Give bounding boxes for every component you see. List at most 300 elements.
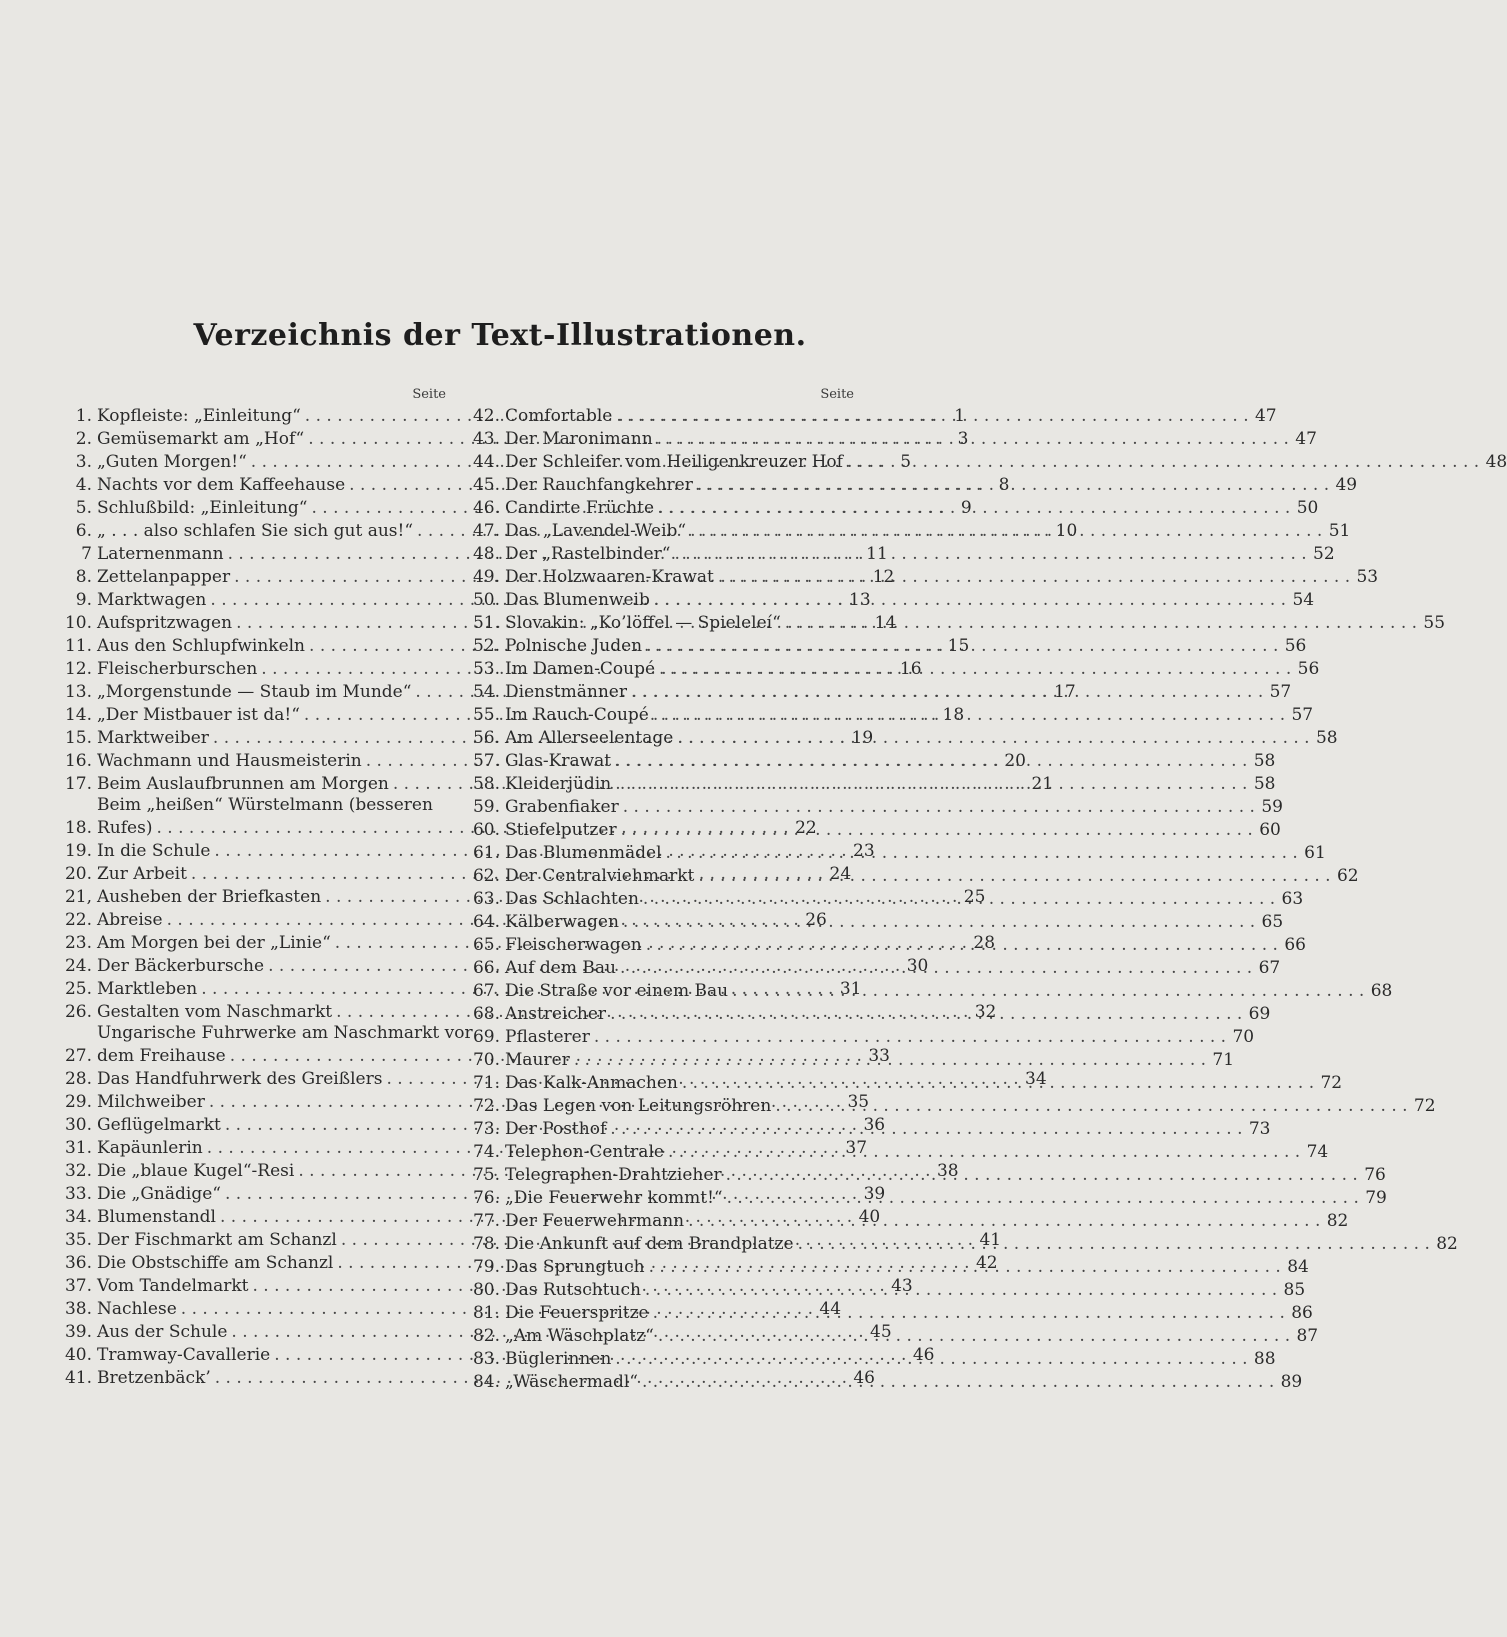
leader-dots (668, 1141, 1300, 1164)
entry-number: 59. (472, 797, 500, 817)
leader-dots (653, 704, 1285, 727)
entry-title: Kapäunlerin (97, 1138, 203, 1158)
entry-page-number: 67 (1258, 958, 1281, 978)
entry-title: Auf dem Bau (505, 958, 616, 978)
entry-page-number: 21 (1031, 774, 1054, 794)
leader-dots (682, 1072, 1314, 1095)
entry-title: Glas-Krawat (505, 751, 612, 771)
entry-page-number: 1 (954, 406, 966, 426)
entry-page-number: 19 (851, 728, 874, 748)
entry-number: 67. (472, 981, 500, 1001)
entry-number: 65. (472, 935, 500, 955)
entry-page-number: 60 (1259, 820, 1281, 840)
entry-title: Beim „heißen“ Würstelmann (besseren (97, 795, 433, 815)
leader-dots (615, 773, 1247, 796)
leader-dots (620, 957, 1252, 980)
entry-number: 6. (75, 521, 92, 541)
entry-number: 2. (75, 429, 92, 449)
entry-number: 26. (64, 1002, 92, 1022)
entry-title: Die Feuerspritze (505, 1303, 649, 1323)
entry-title: Der Posthof (505, 1119, 607, 1139)
entry-title-continued: Rufes) (97, 818, 153, 838)
entry-title: Wachmann und Hausmeisterin (97, 751, 362, 771)
entry-number: 63. (472, 889, 500, 909)
leader-dots (653, 1302, 1285, 1325)
entry-page-number: 68 (1370, 981, 1393, 1001)
leader-dots (727, 1187, 1359, 1210)
entry-page-number: 71 (1212, 1050, 1235, 1070)
leader-dots (645, 1279, 1277, 1302)
leader-dots (732, 980, 1364, 1003)
entry-title: Nachts vor dem Kaffeehause (97, 475, 346, 495)
entry-page-number: 13 (849, 590, 871, 610)
entry-title: Zur Arbeit (97, 864, 187, 884)
entry-page-number: 57 (1291, 705, 1314, 725)
entry-page-number: 46 (912, 1345, 935, 1365)
entry-title: Stiefelputzer (505, 820, 617, 840)
entry-title: Kleiderjüdin (505, 774, 612, 794)
entry-page-number: 54 (1292, 590, 1315, 610)
entry-title: Geflügelmarkt (97, 1115, 221, 1135)
entry-title: Vom Tandelmarkt (97, 1276, 249, 1296)
entry-title: Das Blumenweib (505, 590, 650, 610)
entry-page-number: 32 (974, 1002, 997, 1022)
entry-title: Das Handfuhrwerk des Greißlers (97, 1069, 383, 1089)
entry-page-number: 52 (1313, 544, 1335, 564)
entry-title: Aus den Schlupfwinkeln (97, 636, 306, 656)
entry-number: 78. (472, 1234, 500, 1254)
entry-page-number: 34 (1025, 1069, 1047, 1089)
entry-title: Fleischerwagen (505, 935, 642, 955)
entry-page-number: 56 (1297, 659, 1320, 679)
entry-page-number: 42 (975, 1253, 998, 1273)
entry-number: 55. (472, 705, 500, 725)
entry-page-number: 58 (1315, 728, 1338, 748)
leader-dots (631, 681, 1263, 704)
entry-page-number: 37 (845, 1138, 868, 1158)
entry-title: Ungarische Fuhrwerke am Naschmarkt vor (97, 1023, 473, 1043)
entry-number: 52. (472, 636, 500, 656)
entry-title: Laternenmann (97, 544, 224, 564)
leader-dots (674, 543, 1306, 566)
entry-number: 36. (64, 1253, 92, 1273)
leader-dots (616, 405, 1248, 428)
entry-number: 28. (64, 1069, 92, 1089)
entry-title: Das Blumenmädel (505, 843, 662, 863)
entry-page-number: 8 (998, 475, 1010, 495)
entry-number: 48. (472, 544, 500, 564)
leader-dots (726, 1164, 1358, 1187)
entry-page-number: 73 (1248, 1119, 1271, 1139)
toc-entry (470, 819, 1281, 842)
entry-title: Das Kalk-Anmachen (505, 1073, 678, 1093)
entry-page-number: 72 (1320, 1073, 1343, 1093)
toc-entry (470, 405, 1277, 428)
entry-title: Beim Auslaufbrunnen am Morgen (97, 774, 389, 794)
leader-dots (659, 658, 1291, 681)
entry-number: 31. (64, 1138, 92, 1158)
entry-page-number: 44 (819, 1299, 842, 1319)
entry-title: Kälberwagen (505, 912, 619, 932)
entry-number: 69. (472, 1027, 500, 1047)
leader-dots (657, 428, 1289, 451)
entry-number: 73. (472, 1119, 500, 1139)
entry-page-number: 50 (1296, 498, 1319, 518)
entry-title: Die „blaue Kugel“-Resi (97, 1161, 295, 1181)
leader-dots (621, 819, 1253, 842)
leader-dots (658, 1325, 1290, 1348)
entry-title: Das Schlachten (505, 889, 639, 909)
entry-title: „Wäschermadl“ (505, 1372, 638, 1392)
entry-page-number: 9 (960, 498, 972, 518)
seite-header: Seite (820, 387, 854, 402)
entry-page-number: 58 (1253, 751, 1276, 771)
entry-title: Der Schleifer vom Heiligenkreuzer Hof (505, 452, 843, 472)
entry-number: 17. (64, 774, 92, 794)
entry-title: Telephon-Centrale (505, 1142, 664, 1162)
entry-title: Maurer (505, 1050, 570, 1070)
entry-number: 11. (64, 636, 92, 656)
entry-title: „ . . . also schlafen Sie sich gut aus!“ (97, 521, 414, 541)
entry-number: 24. (64, 956, 92, 976)
entry-page-number: 82 (1436, 1234, 1458, 1254)
entry-number: 16. (64, 751, 92, 771)
entry-number: 35. (64, 1230, 92, 1250)
leader-dots (798, 1233, 1430, 1256)
entry-title: Im Damen-Coupé (505, 659, 656, 679)
entry-number: 82. (472, 1326, 500, 1346)
entry-number: 74. (472, 1142, 500, 1162)
entry-title: Der Maronimann (505, 429, 653, 449)
entry-title-continued: dem Freihause (97, 1046, 226, 1066)
entry-title: Nachlese (97, 1299, 177, 1319)
entry-number: 46. (472, 498, 500, 518)
entry-number: 29. (64, 1092, 92, 1112)
entry-page-number: 3 (957, 429, 969, 449)
entry-page-number: 69 (1248, 1004, 1271, 1024)
entry-page-number: 14 (874, 613, 897, 633)
entry-title: Der Fischmarkt am Schanzl (97, 1230, 337, 1250)
entry-number: 27. (64, 1046, 92, 1066)
entry-number: 77. (472, 1211, 500, 1231)
entry-number: 80. (472, 1280, 500, 1300)
toc-entry (470, 865, 1359, 888)
entry-page-number: 28 (973, 933, 996, 953)
entry-page-number: 63 (1281, 889, 1304, 909)
leader-dots (643, 888, 1275, 911)
entry-title: „Der Mistbauer ist da!“ (97, 705, 300, 725)
leader-dots (658, 497, 1290, 520)
leader-dots (646, 635, 1278, 658)
leader-dots (642, 1371, 1274, 1394)
leader-dots (677, 727, 1309, 750)
entry-number: 1. (75, 406, 92, 426)
entry-title: Das Legen von Leitungsröhren (505, 1096, 772, 1116)
leader-dots (697, 474, 1329, 497)
entry-page-number: 66 (1284, 935, 1306, 955)
entry-title: Tramway-Cavallerie (97, 1345, 271, 1365)
entry-title: Candirte Früchte (505, 498, 655, 518)
entry-title: Ausheben der Briefkasten (97, 887, 322, 907)
entry-title: Comfortable (505, 406, 613, 426)
entry-page-number: 58 (1253, 774, 1276, 794)
leader-dots (688, 1210, 1320, 1233)
entry-number: 57. (472, 751, 500, 771)
leader-dots (646, 934, 1278, 957)
entry-page-number: 11 (866, 544, 888, 564)
entry-title: Der Holzwaaren-Krawat (505, 567, 714, 587)
entry-title: Polnische Juden (505, 636, 643, 656)
entry-number: 39. (64, 1322, 92, 1342)
entry-page-number: 24 (829, 864, 852, 884)
entry-page-number: 41 (979, 1230, 1002, 1250)
entry-number: 15. (64, 728, 92, 748)
entry-number: 62. (472, 866, 500, 886)
entry-number: 49. (472, 567, 500, 587)
entry-page-number: 70 (1232, 1027, 1255, 1047)
entry-title: „Morgenstunde — Staub im Munde“ (97, 682, 412, 702)
entry-title: Marktweiber (97, 728, 209, 748)
entry-title: Der Centralviehmarkt (505, 866, 695, 886)
entry-title: Kopfleiste: „Einleitung“ (97, 406, 301, 426)
entry-title: Am Morgen bei der „Linie“ (97, 933, 331, 953)
entry-title: Aufspritzwagen (97, 613, 233, 633)
entry-number: 76. (472, 1188, 500, 1208)
entry-page-number: 20 (1004, 751, 1026, 771)
entry-title: Grabenfiaker (505, 797, 619, 817)
entry-page-number: 76 (1364, 1165, 1386, 1185)
entry-page-number: 79 (1365, 1188, 1387, 1208)
entry-page-number: 56 (1284, 636, 1307, 656)
entry-page-number: 88 (1253, 1349, 1276, 1369)
entry-number: 42. (472, 406, 500, 426)
entry-page-number: 89 (1280, 1372, 1303, 1392)
entry-number: 37. (64, 1276, 92, 1296)
entry-number: 68. (472, 1004, 500, 1024)
leader-dots (775, 1095, 1407, 1118)
entry-title: Fleischerburschen (97, 659, 258, 679)
entry-number: 45. (472, 475, 500, 495)
entry-title: Gemüsemarkt am „Hof“ (97, 429, 305, 449)
entry-page-number: 87 (1296, 1326, 1319, 1346)
toc-entry (470, 1026, 1255, 1049)
entry-page-number: 72 (1413, 1096, 1436, 1116)
entry-page-number: 16 (899, 659, 922, 679)
entry-number: 5. (75, 498, 92, 518)
entry-page-number: 82 (1326, 1211, 1349, 1231)
entry-page-number: 53 (1356, 567, 1379, 587)
entry-title: Die Straße vor einem Bau (505, 981, 729, 1001)
entry-title: „Am Wäschplatz“ (505, 1326, 654, 1346)
leader-dots (698, 865, 1330, 888)
entry-title: Das Rutschtuch (505, 1280, 641, 1300)
entry-title: Bretzenbäck’ (97, 1368, 211, 1388)
leader-dots (666, 842, 1298, 865)
entry-number: 61. (472, 843, 500, 863)
entry-number: 53. (472, 659, 500, 679)
leader-dots (623, 796, 1255, 819)
entry-page-number: 57 (1269, 682, 1292, 702)
entry-number: 3. (75, 452, 92, 472)
entry-page-number: 40 (858, 1207, 881, 1227)
page-title: Verzeichnis der Text-Illustrationen. (193, 318, 807, 353)
entry-page-number: 12 (872, 567, 895, 587)
toc-entry (470, 428, 1317, 451)
entry-title: In die Schule (97, 841, 211, 861)
entry-page-number: 30 (906, 956, 929, 976)
entry-number: 7 (81, 544, 92, 564)
entry-page-number: 5 (900, 452, 912, 472)
entry-number: 4. (75, 475, 92, 495)
entry-number: 14. (64, 705, 92, 725)
entry-page-number: 49 (1335, 475, 1358, 495)
toc-entry (470, 796, 1283, 819)
entry-title: Telegraphen-Drahtzieher (505, 1165, 722, 1185)
entry-number: 81. (472, 1303, 500, 1323)
entry-number: 60. (472, 820, 500, 840)
entry-number: 51. (472, 613, 500, 633)
entry-number: 10. (64, 613, 92, 633)
entry-number: 64. (472, 912, 500, 932)
toc-entry (470, 451, 1507, 474)
entry-title: Pflasterer (505, 1027, 590, 1047)
entry-number: 58. (472, 774, 500, 794)
entry-page-number: 61 (1304, 843, 1326, 863)
entry-title: Milchweiber (97, 1092, 205, 1112)
entry-number: 84. (472, 1372, 500, 1392)
entry-number: 72. (472, 1096, 500, 1116)
entry-title: Marktleben (97, 979, 198, 999)
entry-title: Marktwagen (97, 590, 207, 610)
entry-title: Der Bäckerbursche (97, 956, 265, 976)
entry-number: 50. (472, 590, 500, 610)
entry-number: 44. (472, 452, 500, 472)
entry-title: Gestalten vom Naschmarkt (97, 1002, 333, 1022)
leader-dots (847, 451, 1479, 474)
leader-dots (718, 566, 1350, 589)
entry-page-number: 17 (1054, 682, 1076, 702)
entry-number: 75. (472, 1165, 500, 1185)
entry-number: 47. (472, 521, 500, 541)
toc-entry (470, 1302, 1313, 1325)
entry-number: 33. (64, 1184, 92, 1204)
entry-page-number: 10 (1055, 521, 1078, 541)
entry-title: Die Ankunft auf dem Brandplatze (505, 1234, 794, 1254)
entry-title: Das „Lavendel-Weib“ (505, 521, 687, 541)
entry-number: 41. (64, 1368, 92, 1388)
entry-number: 12. (64, 659, 92, 679)
entry-title: Die „Gnädige“ (97, 1184, 221, 1204)
leader-dots (610, 1118, 1242, 1141)
entry-number: 21, (64, 887, 92, 907)
entry-title: Schlußbild: „Einleitung“ (97, 498, 308, 518)
leader-dots (654, 589, 1286, 612)
entry-number: 56. (472, 728, 500, 748)
entry-title: Im Rauch-Coupé (505, 705, 649, 725)
toc-entry (470, 980, 1393, 1003)
entry-title: „Die Feuerwehr kommt!“ (505, 1188, 723, 1208)
entry-number: 19. (64, 841, 92, 861)
entry-title: Die Obstschiffe am Schanzl (97, 1253, 334, 1273)
entry-number: 79. (472, 1257, 500, 1277)
entry-number: 54. (472, 682, 500, 702)
entry-number: 8. (75, 567, 92, 587)
entry-number: 25. (64, 979, 92, 999)
entry-title: Anstreicher (505, 1004, 607, 1024)
entry-page-number: 74 (1306, 1142, 1329, 1162)
entry-page-number: 48 (1485, 452, 1507, 472)
entry-number: 40. (64, 1345, 92, 1365)
entry-title: Zettelanpapper (97, 567, 231, 587)
entry-page-number: 47 (1254, 406, 1277, 426)
toc-entry (470, 474, 1358, 497)
entry-number: 34. (64, 1207, 92, 1227)
entry-page-number: 51 (1328, 521, 1351, 541)
entry-page-number: 45 (870, 1322, 892, 1342)
entry-number: 70. (472, 1050, 500, 1070)
entry-page-number: 26 (805, 910, 827, 930)
entry-title: Der Rauchfangkehrer (505, 475, 693, 495)
leader-dots (574, 1049, 1206, 1072)
entry-title: Aus der Schule (97, 1322, 228, 1342)
toc-entry (470, 911, 1284, 934)
entry-page-number: 33 (868, 1046, 890, 1066)
entry-page-number: 31 (839, 979, 862, 999)
entry-title: „Guten Morgen!“ (97, 452, 247, 472)
entry-number: 38. (64, 1299, 92, 1319)
leader-dots (615, 1348, 1247, 1371)
entry-title: Blumenstandl (97, 1207, 216, 1227)
leader-dots (690, 520, 1322, 543)
leader-dots (610, 1003, 1242, 1026)
entry-page-number: 23 (853, 841, 875, 861)
entry-number: 30. (64, 1115, 92, 1135)
entry-page-number: 25 (963, 887, 986, 907)
entry-number: 43. (472, 429, 500, 449)
entry-title: Das Sprungtuch (505, 1257, 645, 1277)
entry-number: 9. (75, 590, 92, 610)
entry-page-number: 84 (1287, 1257, 1309, 1277)
entry-page-number: 85 (1283, 1280, 1306, 1300)
entry-page-number: 62 (1336, 866, 1359, 886)
entry-number: 20. (64, 864, 92, 884)
entry-title: Büglerinnen (505, 1349, 612, 1369)
entry-number: 83. (472, 1349, 500, 1369)
entry-number: 66. (472, 958, 500, 978)
entry-title: Der Feuerwehrmann (505, 1211, 685, 1231)
entry-number: 23. (64, 933, 92, 953)
entry-number: 32. (64, 1161, 92, 1181)
entry-title: Abreise (97, 910, 163, 930)
entry-page-number: 65 (1261, 912, 1284, 932)
leader-dots (615, 750, 1247, 773)
entry-page-number: 36 (863, 1115, 886, 1135)
entry-number: 18. (64, 818, 92, 838)
entry-number: 22. (64, 910, 92, 930)
entry-page-number: 59 (1261, 797, 1283, 817)
entry-number: 13. (64, 682, 92, 702)
leader-dots (594, 1026, 1226, 1049)
entry-page-number: 38 (936, 1161, 959, 1181)
leader-dots (623, 911, 1255, 934)
leader-dots (785, 612, 1417, 635)
entry-title: Der „Rastelbinder“ (505, 544, 671, 564)
entry-title: Dienstmänner (505, 682, 627, 702)
entry-page-number: 39 (863, 1184, 886, 1204)
entry-page-number: 86 (1291, 1303, 1313, 1323)
entry-page-number: 43 (891, 1276, 913, 1296)
entry-page-number: 46 (853, 1368, 875, 1388)
